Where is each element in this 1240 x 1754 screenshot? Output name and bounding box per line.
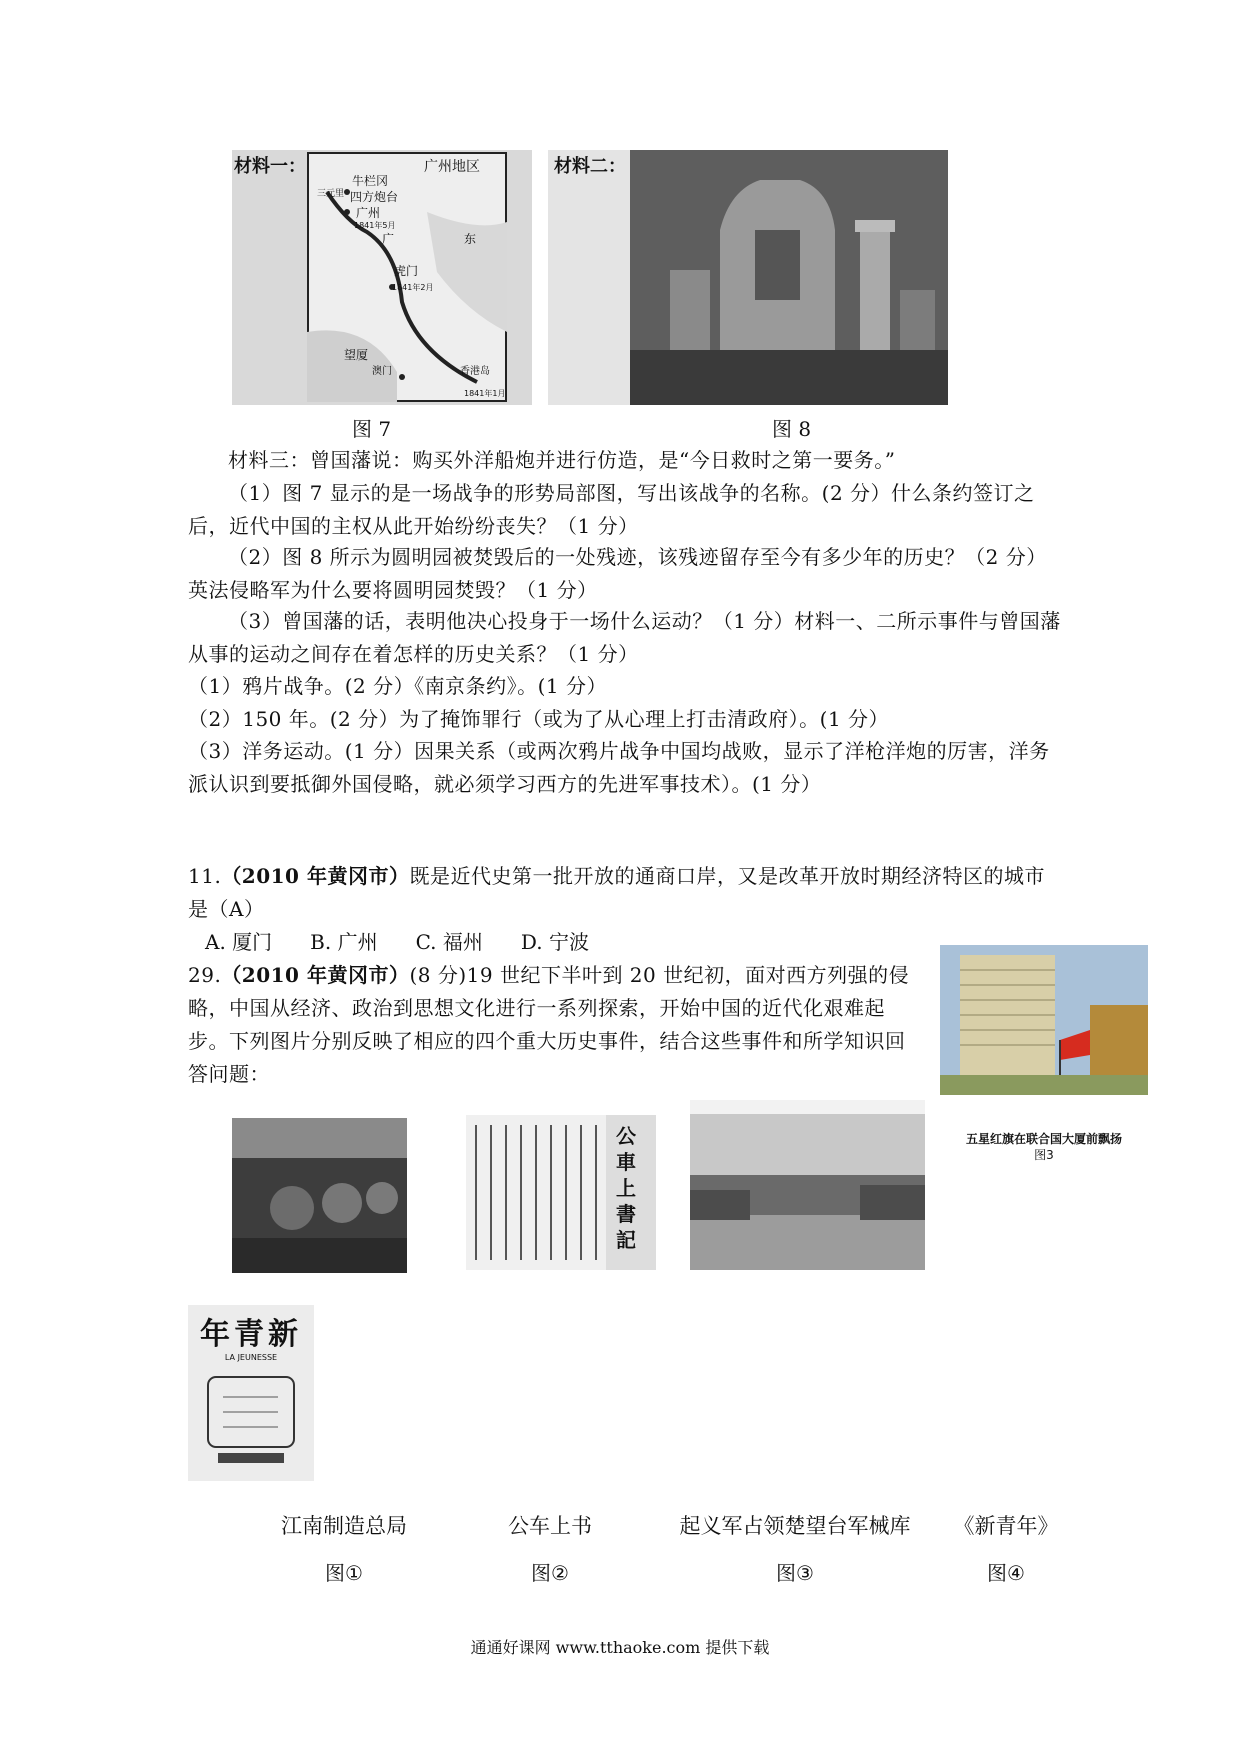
map-place-sifang: 四方炮台 <box>350 190 399 204</box>
map-date-1841-5: 1841年5月 <box>354 221 396 230</box>
question-3: （3）曾国藩的话，表明他决心投身于一场什么运动？（1 分）材料一、二所示事件与曾国藩从事的运动之间存在着怎样的历史关系？（1 分） <box>188 609 1061 666</box>
map-place-macau: 澳门 <box>372 366 392 377</box>
q11-source: （2010 年黄冈市） <box>221 864 410 888</box>
page-footer: 通通好课网 www.tthaoke.com 提供下载 <box>470 1638 770 1657</box>
fig-label-1: 图① <box>325 1561 363 1585</box>
material2-figure <box>548 150 948 405</box>
material3-text: 材料三：曾国藩说：购买外洋船炮并进行仿造，是“今日救时之第一要务。” <box>228 448 896 472</box>
answer-1: （1）鸦片战争。(2 分）《南京条约》。(1 分） <box>188 674 607 698</box>
q29-text: (8 分)19 世纪下半叶到 20 世纪初，面对西方列强的侵略，中国从经济、政治到思想文化进行一系列探索，开始中国的近代化艰难起步。下列图片分别反映了相应的四个重大历史事件，结合这些事件和所学知识回答问题： <box>188 963 910 1086</box>
question-29 <box>188 959 923 1091</box>
fig7-caption: 图 7 <box>352 417 392 441</box>
q29-number: 29. <box>188 963 222 987</box>
gongche-doc-title: 公車上書記 <box>616 1124 636 1252</box>
fig8-caption: 图 8 <box>772 417 812 441</box>
magazine-emblem-illustration <box>198 1367 304 1467</box>
fig-label-4: 图④ <box>987 1561 1025 1585</box>
map-place-dong: 东 <box>464 232 477 246</box>
un-building-illustration <box>940 945 1148 1095</box>
q11-option-a: A. 厦门 <box>205 930 273 954</box>
map-place-guang: 广 <box>382 232 395 246</box>
material2-label: 材料二： <box>554 152 626 178</box>
magazine-title: 年青新 <box>200 1317 302 1352</box>
un-flag-photo <box>940 945 1148 1095</box>
map-place-guangzhou: 广州 <box>356 206 381 220</box>
material1-figure <box>232 150 532 405</box>
map-place-humen: 虎门 <box>394 264 419 278</box>
magazine-subtitle: LA JEUNESSE <box>224 1353 278 1362</box>
un-photo-label: 图3 <box>1034 1148 1054 1162</box>
map-date-1841-2: 1841年2月 <box>392 283 434 292</box>
fig-label-3: 图③ <box>776 1561 814 1585</box>
map-place-niulangang: 牛栏冈 <box>352 174 389 188</box>
caption-new-youth: 《新青年》 <box>953 1514 1059 1538</box>
map-place-sanyuanli: 三元里 <box>317 189 345 199</box>
yuanmingyuan-ruins-photo <box>630 150 948 405</box>
fig-label-2: 图② <box>531 1561 569 1585</box>
new-youth-magazine-photo <box>188 1305 314 1481</box>
map-region-label: 广州地区 <box>422 156 482 176</box>
question-2: （2）图 8 所示为圆明园被焚毁后的一处残迹，该残迹留存至今有多少年的历史？（2 分）英法侵略军为什么要将圆明园焚毁？（1 分） <box>188 545 1047 602</box>
question-1: （1）图 7 显示的是一场战争的形势局部图，写出该战争的名称。(2 分）什么条约签订之后，近代中国的主权从此开始纷纷丧失？（1 分） <box>188 481 1035 538</box>
q11-text: 既是近代史第一批开放的通商口岸，又是改革开放时期经济特区的城市是（A） <box>188 864 1045 921</box>
caption-gongche: 公车上书 <box>508 1514 592 1538</box>
jiangnan-arsenal-photo <box>232 1118 407 1273</box>
material1-label: 材料一： <box>234 156 306 177</box>
answer-3: （3）洋务运动。(1 分）因果关系（或两次鸦片战争中国均战败，显示了洋枪洋炮的厉害，洋务派认识到要抵御外国侵略，就必须学习西方的先进军事技术）。(1 分） <box>188 739 1050 796</box>
arsenal-machinery-illustration <box>232 1118 407 1273</box>
un-photo-caption: 五星红旗在联合国大厦前飘扬 <box>965 1132 1122 1146</box>
q11-options <box>205 926 589 959</box>
caption-chuwangtai: 起义军占领楚望台军械库 <box>679 1514 911 1538</box>
q11-number: 11. <box>188 864 222 888</box>
caption-jiangnan: 江南制造总局 <box>281 1514 407 1538</box>
gongche-shangshu-photo <box>466 1115 656 1270</box>
map-place-hongkong: 香港岛 <box>460 366 490 377</box>
q29-source: （2010 年黄冈市） <box>221 963 410 987</box>
q11-option-b: B. 广州 <box>310 930 378 954</box>
map-place-wangxia: 望厦 <box>344 348 369 362</box>
q11-option-c: C. 福州 <box>415 930 483 954</box>
armory-scene-illustration <box>690 1100 925 1270</box>
q11-option-d: D. 宁波 <box>520 930 589 954</box>
chuwangtai-photo <box>690 1100 925 1270</box>
answer-2: （2）150 年。(2 分）为了掩饰罪行（或为了从心理上打击清政府）。(1 分） <box>188 707 890 731</box>
map-date-1841-1: 1841年1月 <box>464 389 506 398</box>
question-11 <box>188 860 1063 926</box>
